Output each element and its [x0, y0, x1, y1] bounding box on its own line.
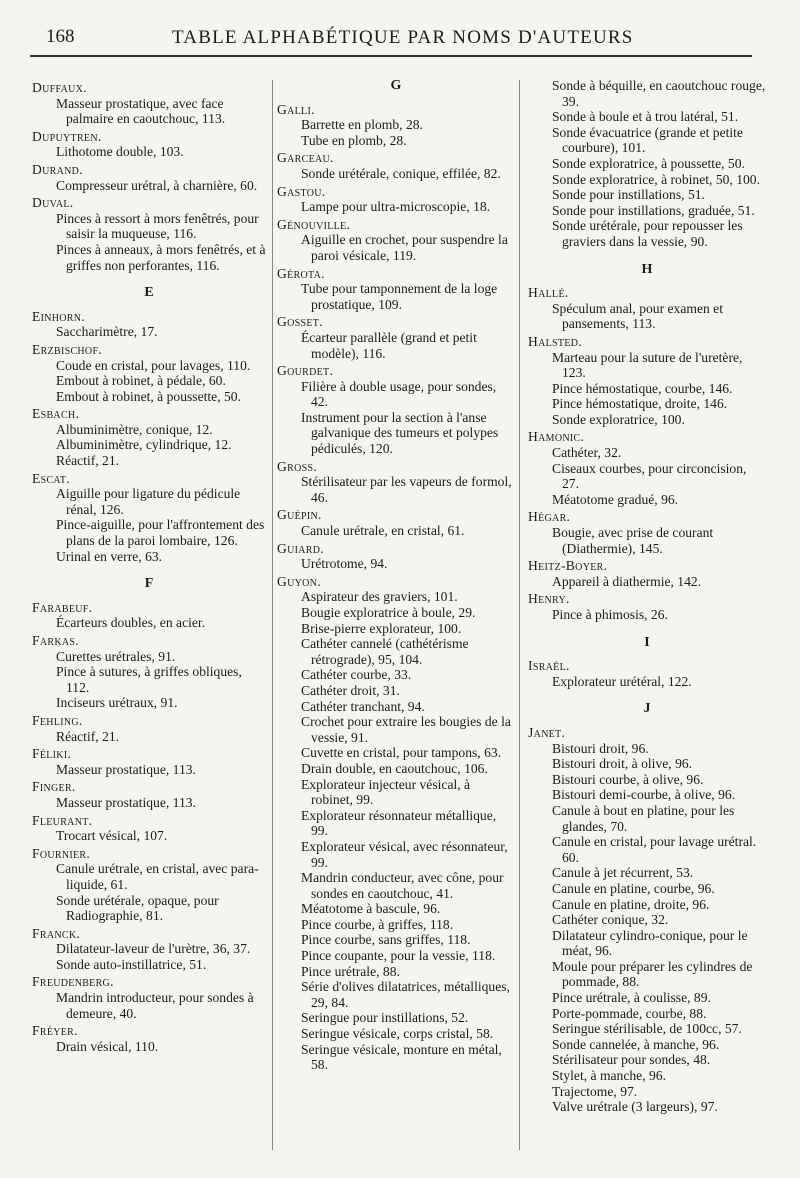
instrument-entry: Bistouri droit, 96. [552, 740, 649, 756]
instrument-entry: Lampe pour ultra-microscopie, 18. [301, 199, 491, 215]
section-letter: J [643, 701, 651, 717]
instrument-entry: Dilatateur cylindro-conique, pour le méat, 96. [552, 927, 748, 959]
author-block [32, 162, 266, 193]
page-header [0, 0, 800, 70]
instrument-entry: Moule pour préparer les cylindres de pommade, 88. [552, 958, 753, 990]
instrument-entry: Embout à robinet, à pédale, 60. [56, 373, 226, 389]
instrument-entry: Drain vésical, 110. [56, 1038, 159, 1054]
instrument-entry: Pince coupante, pour la vessie, 118. [301, 948, 496, 964]
author-block [277, 507, 515, 538]
author-name: Guyon. [277, 573, 321, 589]
author-name: Henry. [528, 591, 570, 607]
instrument-entry: Sonde auto-instillatrice, 51. [56, 956, 207, 972]
author-block [277, 314, 515, 361]
instrument-entry: Stérilisateur pour sondes, 48. [552, 1052, 711, 1068]
author-name: Fréyer. [32, 1023, 78, 1039]
instrument-entry: Crochet pour extraire les bougies de la vessie, 91. [301, 714, 511, 745]
instrument-entry: Barrette en plomb, 28. [301, 117, 423, 133]
author-name: Esbach. [32, 406, 80, 422]
author-name: Hamonic. [528, 429, 585, 445]
author-block [528, 591, 766, 622]
author-block [277, 459, 515, 506]
author-block [32, 129, 266, 160]
instrument-entry: Curettes urétrales, 91. [56, 648, 176, 664]
instrument-entry: Drain double, en caoutchouc, 106. [301, 760, 488, 776]
instrument-entry: Valve urétrale (3 largeurs), 97. [552, 1099, 718, 1115]
author-name: Farabeuf. [32, 599, 93, 615]
instrument-entry: Sonde évacuatrice (grande et petite courbure), 101. [552, 124, 743, 156]
column-divider [272, 80, 273, 1150]
instrument-entry: Cathéter conique, 32. [552, 912, 669, 928]
instrument-entry: Aspirateur des graviers, 101. [301, 589, 458, 605]
instrument-entry: Ciseaux courbes, pour circoncision, 27. [552, 460, 747, 492]
instrument-entry: Pince urétrale, à coulisse, 89. [552, 990, 711, 1006]
author-block [32, 309, 266, 340]
instrument-entry: Écarteur parallèle (grand et petit modèle), 116. [301, 329, 477, 361]
instrument-entry: Sonde exploratrice, à robinet, 50, 100. [552, 171, 761, 187]
author-name: Freudenberg. [32, 974, 114, 990]
author-block [32, 846, 266, 924]
author-name: Fleurant. [32, 812, 93, 828]
instrument-entry: Pince à sutures, à griffes obliques, 112. [56, 664, 242, 695]
section-letter: F [144, 576, 154, 592]
author-block [32, 779, 266, 810]
instrument-entry: Instrument pour la section à l'anse galvanique des tumeurs et polypes pédiculés, 120. [301, 409, 499, 457]
instrument-entry: Explorateur vésical, avec résonnateur, 99. [301, 838, 508, 870]
instrument-entry: Seringue vésicale, corps cristal, 58. [301, 1026, 494, 1042]
instrument-entry: Brise-pierre explorateur, 100. [301, 620, 462, 636]
instrument-entry: Sonde pour instillations, graduée, 51. [552, 202, 755, 218]
author-name: Franck. [32, 925, 81, 941]
instrument-entry: Urétrotome, 94. [301, 556, 388, 572]
author-block [32, 406, 266, 468]
instrument-entry: Pince courbe, sans griffes, 118. [301, 932, 471, 948]
page-number: 168 [46, 26, 75, 47]
author-name: Génouville. [277, 216, 351, 232]
author-block [528, 78, 766, 250]
running-title: TABLE ALPHABÉTIQUE PAR NOMS D'AUTEURS [172, 27, 634, 48]
author-name: Einhorn. [32, 308, 85, 324]
author-block [277, 184, 515, 215]
instrument-entry: Cuvette en cristal, pour tampons, 63. [301, 745, 502, 761]
instrument-entry: Bistouri courbe, à olive, 96. [552, 771, 704, 787]
instrument-entry: Masseur prostatique, avec face palmaire en caoutchouc, 113. [56, 95, 226, 127]
author-name: Garceau. [277, 150, 334, 166]
instrument-entry: Canule urétrale, en cristal, avec para-liquide, 61. [56, 861, 259, 892]
instrument-entry: Seringue vésicale, monture en métal, 58. [301, 1041, 502, 1073]
author-block [32, 195, 266, 273]
instrument-entry: Pince-aiguille, pour l'affrontement des plans de la paroi lombaire, 126. [56, 517, 265, 549]
author-block [528, 429, 766, 507]
author-name: Gourdet. [277, 363, 334, 379]
instrument-entry: Bistouri demi-courbe, à olive, 96. [552, 787, 736, 803]
instrument-entry: Tube en plomb, 28. [301, 132, 407, 148]
author-name: Gérota. [277, 265, 325, 281]
instrument-entry: Seringue stérilisable, de 100cc, 57. [552, 1021, 742, 1037]
author-name: Gastou. [277, 183, 326, 199]
author-name: Dupuytren. [32, 128, 102, 144]
instrument-entry: Canule à bout en platine, pour les glandes, 70. [552, 802, 735, 834]
author-name: Escat. [32, 470, 70, 486]
author-block [277, 150, 515, 181]
instrument-entry: Filière à double usage, pour sondes, 42. [301, 378, 497, 410]
instrument-entry: Pince hémostatique, courbe, 146. [552, 380, 733, 396]
instrument-entry: Pinces à anneaux, à mors fenêtrés, et à griffes non perforantes, 116. [56, 241, 266, 273]
instrument-entry: Cathéter, 32. [552, 445, 622, 461]
author-block [528, 285, 766, 332]
author-name: Fournier. [32, 845, 91, 861]
instrument-entry: Albuminimètre, conique, 12. [56, 421, 213, 437]
instrument-entry: Cathéter courbe, 33. [301, 667, 412, 683]
author-block [32, 471, 266, 565]
author-block [32, 713, 266, 744]
instrument-entry: Méatotome à bascule, 96. [301, 901, 441, 917]
author-block [32, 342, 266, 404]
author-name: Durand. [32, 161, 83, 177]
instrument-entry: Pince urétrale, 88. [301, 963, 400, 979]
instrument-entry: Inciseurs urétraux, 91. [56, 695, 178, 711]
author-name: Duffaux. [32, 80, 87, 95]
instrument-entry: Spéculum anal, pour examen et pansements, 113. [552, 300, 723, 332]
instrument-entry: Seringue pour instillations, 52. [301, 1010, 469, 1026]
author-name: Gosset. [277, 314, 323, 330]
instrument-entry: Bougie, avec prise de courant (Diathermie), 145. [552, 525, 714, 556]
instrument-entry: Dilatateur-laveur de l'urètre, 36, 37. [56, 941, 251, 957]
instrument-entry: Écarteurs doubles, en acier. [56, 615, 206, 631]
author-name: Duval. [32, 195, 74, 211]
instrument-entry: Masseur prostatique, 113. [56, 761, 196, 777]
instrument-entry: Pince à phimosis, 26. [552, 607, 668, 622]
instrument-entry: Sonde exploratrice, à poussette, 50. [552, 155, 745, 171]
instrument-entry: Bistouri droit, à olive, 96. [552, 756, 693, 772]
index-column-1 [32, 78, 266, 1054]
author-block [32, 1023, 266, 1054]
instrument-entry: Canule urétrale, en cristal, 61. [301, 523, 465, 539]
instrument-entry: Trocart vésical, 107. [56, 828, 168, 844]
index-column-3 [528, 78, 766, 1115]
section-letter: I [644, 634, 650, 650]
instrument-entry: Marteau pour la suture de l'uretère, 123. [552, 349, 743, 381]
author-block [528, 558, 766, 589]
author-block [528, 509, 766, 556]
instrument-entry: Sonde exploratrice, 100. [552, 411, 685, 427]
instrument-entry: Saccharimètre, 17. [56, 324, 158, 340]
author-block [528, 725, 766, 1115]
section-letter: G [390, 78, 402, 93]
instrument-entry: Canule en platine, courbe, 96. [552, 880, 715, 896]
instrument-entry: Sonde à béquille, en caoutchouc rouge, 39. [552, 78, 766, 109]
instrument-entry: Aiguille pour ligature du pédicule rénal, 126. [56, 486, 241, 517]
instrument-entry: Canule en cristal, pour lavage urétral. 60. [552, 834, 757, 865]
instrument-entry: Réactif, 21. [56, 728, 120, 744]
instrument-entry: Aiguille en crochet, pour suspendre la paroi vésicale, 119. [301, 232, 508, 263]
instrument-entry: Explorateur urétéral, 122. [552, 673, 692, 689]
author-block [277, 266, 515, 313]
author-name: Farkas. [32, 633, 79, 648]
column-divider [519, 80, 520, 1150]
author-name: Heitz-Boyer. [528, 558, 608, 574]
instrument-entry: Canule à jet récurrent, 53. [552, 865, 694, 881]
instrument-entry: Sonde cannelée, à manche, 96. [552, 1036, 720, 1052]
instrument-entry: Pince courbe, à griffes, 118. [301, 916, 454, 932]
instrument-entry: Compresseur urétral, à charnière, 60. [56, 177, 258, 193]
instrument-entry: Lithotome double, 103. [56, 144, 184, 160]
instrument-entry: Coude en cristal, pour lavages, 110. [56, 357, 251, 373]
author-block [32, 80, 266, 127]
instrument-entry: Cathéter tranchant, 94. [301, 698, 425, 714]
author-block [277, 363, 515, 457]
author-block [528, 334, 766, 428]
author-block [32, 633, 266, 711]
author-block [32, 974, 266, 1021]
author-name: Erzbischof. [32, 341, 103, 357]
author-name: Hégar. [528, 509, 571, 525]
author-name: Gross. [277, 458, 318, 474]
author-name: Galli. [277, 101, 315, 117]
author-block [277, 541, 515, 572]
author-name: Féliki. [32, 746, 72, 762]
author-name: Fehling. [32, 712, 83, 728]
instrument-entry: Mandrin conducteur, avec cône, pour sondes en caoutchouc, 41. [301, 870, 504, 901]
instrument-entry: Stylet, à manche, 96. [552, 1068, 667, 1084]
instrument-entry: Pince hémostatique, droite, 146. [552, 396, 728, 412]
author-name: Israël. [528, 658, 570, 674]
section-letter: E [144, 285, 154, 301]
author-name: Halsted. [528, 333, 582, 349]
instrument-entry: Sonde à boule et à trou latéral, 51. [552, 109, 739, 125]
author-name: Guépin. [277, 507, 322, 523]
author-name: Hallé. [528, 285, 569, 301]
instrument-entry: Sonde pour instillations, 51. [552, 187, 705, 203]
instrument-entry: Porte-pommade, courbe, 88. [552, 1005, 707, 1021]
instrument-entry: Bougie exploratrice à boule, 29. [301, 605, 476, 620]
index-column-2 [277, 78, 515, 1073]
author-block [277, 102, 515, 149]
instrument-entry: Masseur prostatique, 113. [56, 794, 196, 810]
instrument-entry: Canule en platine, droite, 96. [552, 896, 710, 912]
instrument-entry: Trajectome, 97. [552, 1083, 638, 1099]
author-block [32, 813, 266, 844]
instrument-entry: Explorateur injecteur vésical, à robinet, 99. [301, 776, 471, 808]
instrument-entry: Cathéter droit, 31. [301, 682, 400, 698]
header-rule [30, 55, 752, 57]
instrument-entry: Sonde urétérale, pour repousser les graviers dans la vessie, 90. [552, 218, 743, 249]
instrument-entry: Sonde urétérale, opaque, pour Radiographie, 81. [56, 892, 219, 924]
instrument-entry: Série d'olives dilatatrices, métalliques, 29, 84. [301, 979, 510, 1010]
author-name: Janet. [528, 724, 566, 740]
instrument-entry: Albuminimètre, cylindrique, 12. [56, 437, 232, 453]
author-block [277, 217, 515, 264]
instrument-entry: Pinces à ressort à mors fenêtrés, pour saisir la muqueuse, 116. [56, 210, 259, 242]
instrument-entry: Méatotome gradué, 96. [552, 491, 679, 507]
instrument-entry: Appareil à diathermie, 142. [552, 573, 702, 589]
author-block [32, 600, 266, 631]
section-letter: H [641, 261, 653, 277]
instrument-entry: Urinal en verre, 63. [56, 548, 163, 564]
author-name: Finger. [32, 779, 76, 795]
instrument-entry: Réactif, 21. [56, 453, 120, 469]
instrument-entry: Mandrin introducteur, pour sondes à demeure, 40. [56, 990, 254, 1021]
author-block [277, 574, 515, 1073]
instrument-entry: Sonde urétérale, conique, effilée, 82. [301, 165, 501, 181]
author-block [528, 658, 766, 689]
instrument-entry: Embout à robinet, à poussette, 50. [56, 388, 241, 404]
instrument-entry: Cathéter cannelé (cathétérisme rétrograde), 95, 104. [301, 636, 469, 667]
author-block [32, 746, 266, 777]
author-block [32, 926, 266, 973]
instrument-entry: Explorateur résonnateur métallique, 99. [301, 807, 497, 839]
instrument-entry: Stérilisateur par les vapeurs de formol, 46. [301, 474, 512, 505]
author-name: Guiard. [277, 540, 324, 556]
instrument-entry: Tube pour tamponnement de la loge prostatique, 109. [301, 281, 498, 312]
